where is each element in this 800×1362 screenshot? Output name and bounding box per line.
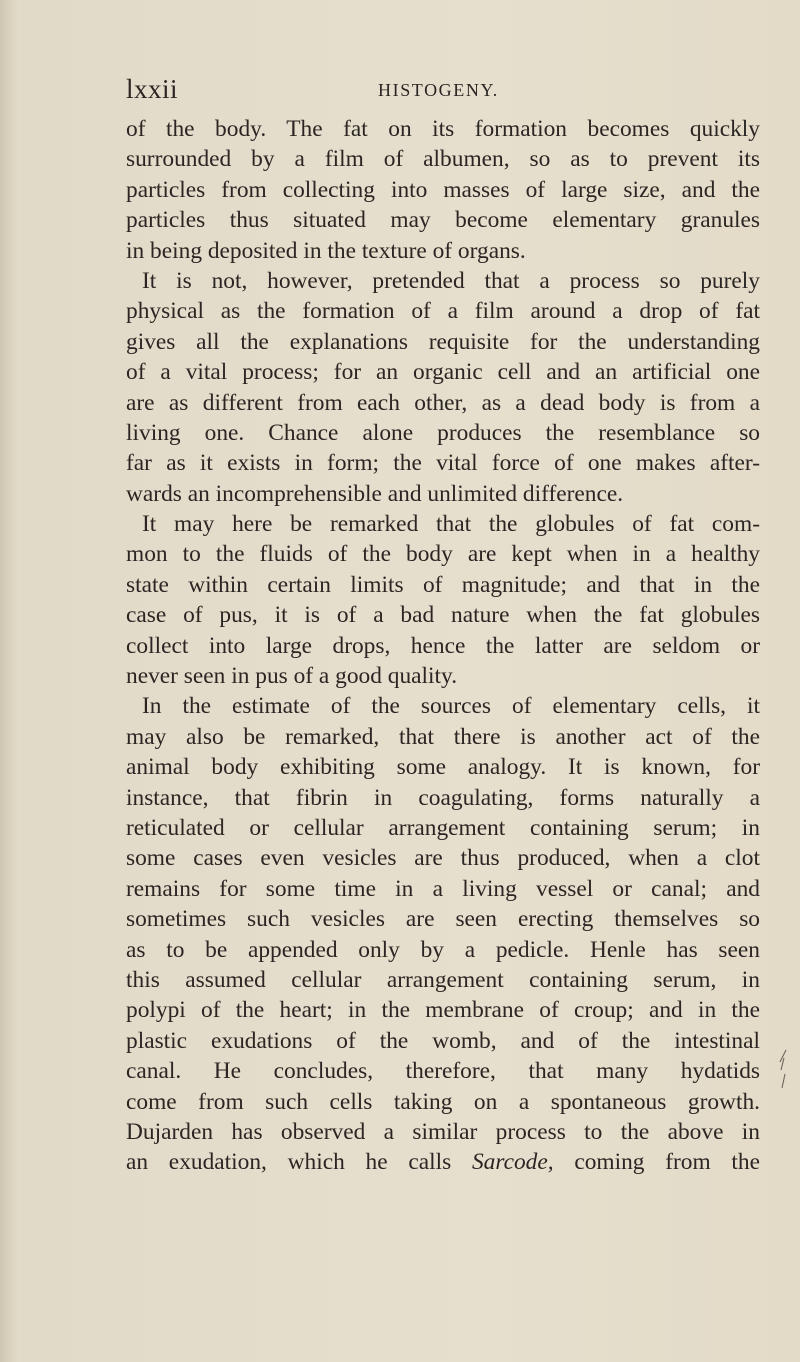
text-line: in being deposited in the texture of organs. <box>126 237 526 264</box>
text-line: living one. Chance alone produces the resemblance so <box>126 419 760 446</box>
text-line: physical as the formation of a film around a drop of fat <box>126 298 760 325</box>
text-line: of a vital process; for an organic cell and an artificial one <box>126 359 760 386</box>
text-line: Dujarden has observed a similar process to the above in <box>126 1118 760 1145</box>
text-line: gives all the explanations requisite for the understanding <box>126 328 760 355</box>
text-line: remains for some time in a living vessel or canal; and <box>126 875 760 902</box>
margin-pencil-mark <box>778 1048 788 1108</box>
text-line: It may here be remarked that the globules of fat com- <box>142 511 760 538</box>
text-line: canal. He concludes, therefore, that many hydatids <box>126 1058 760 1085</box>
text-line: surrounded by a film of albumen, so as to prevent its <box>126 146 760 173</box>
text-line: come from such cells taking on a spontaneous growth. <box>126 1088 760 1115</box>
text-line: It is not, however, pretended that a process so purely <box>142 267 760 294</box>
text-line: some cases even vesicles are thus produced, when a clot <box>126 845 760 872</box>
text-line: instance, that fibrin in coagulating, forms naturally a <box>126 784 760 811</box>
text-line: an exudation, which he calls Sarcode, coming from the <box>126 1149 761 1176</box>
text-line: In the estimate of the sources of elementary cells, it <box>142 693 760 720</box>
page-header <box>126 74 686 110</box>
text-line: sometimes such vesicles are seen erecting themselves so <box>126 906 760 933</box>
text-line: as to be appended only by a pedicle. Henle has seen <box>126 936 760 963</box>
body-text <box>126 114 760 1178</box>
text-line: particles thus situated may become elementary granules <box>126 207 760 234</box>
text-line: may also be remarked, that there is another act of the <box>126 723 760 750</box>
text-line: far as it exists in form; the vital force of one makes after- <box>126 450 760 477</box>
text-line: animal body exhibiting some analogy. It is known, for <box>126 754 760 781</box>
text-line: this assumed cellular arrangement containing serum, in <box>126 966 760 993</box>
text-line: plastic exudations of the womb, and of the intestinal <box>126 1027 760 1054</box>
text-line: of the body. The fat on its formation becomes quickly <box>126 116 760 142</box>
text-line: collect into large drops, hence the latter are seldom or <box>126 632 760 659</box>
running-title: HISTOGENY. <box>378 80 499 100</box>
text-line: polypi of the heart; in the membrane of croup; and in the <box>126 997 760 1024</box>
text-line: case of pus, it is of a bad nature when the fat globules <box>126 602 760 629</box>
text-line: mon to the fluids of the body are kept when in a healthy <box>126 541 760 568</box>
text-line: particles from collecting into masses of large size, and the <box>126 176 760 203</box>
text-line: state within certain limits of magnitude; and that in the <box>126 571 760 598</box>
text-line: never seen in pus of a good quality. <box>126 663 458 690</box>
text-line: are as different from each other, as a dead body is from a <box>126 389 760 416</box>
italic-term: Sarcode, <box>471 1149 554 1176</box>
text-line: reticulated or cellular arrangement containing serum; in <box>126 814 760 841</box>
page-number: lxxii <box>126 74 179 104</box>
text-line: wards an incomprehensible and unlimited difference. <box>126 480 624 507</box>
